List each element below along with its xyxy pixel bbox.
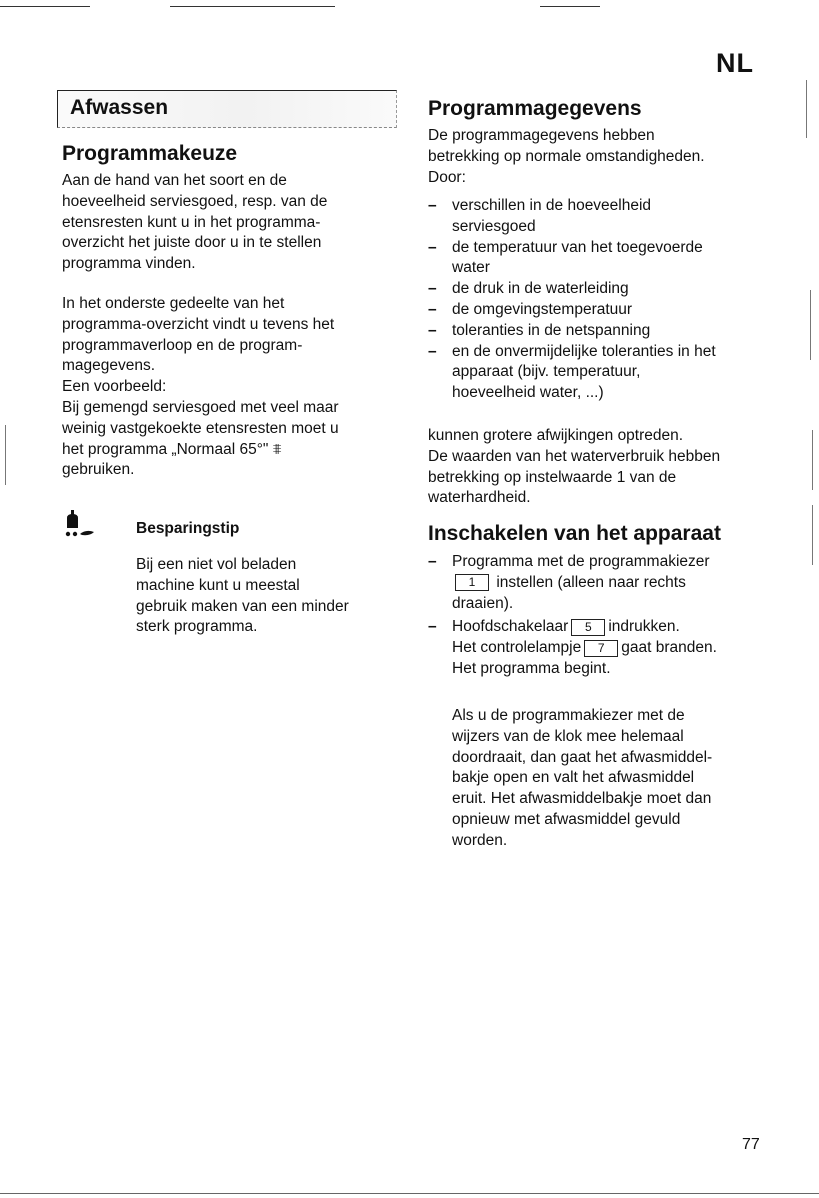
text-line: Programma met de programmakiezer (452, 553, 710, 570)
text-line: doordraait, dan gaat het afwasmiddel- (452, 748, 713, 766)
dash-bullet: – (428, 342, 437, 360)
text-line: betrekking op normale omstandigheden. (428, 147, 705, 165)
text-line: wijzers van de klok mee helemaal (452, 727, 684, 745)
paragraph-intro (428, 126, 773, 188)
text-span: Hoofdschakelaar (452, 618, 569, 636)
factor-list (428, 196, 773, 404)
dash-bullet: – (428, 321, 437, 339)
text-line (452, 617, 773, 638)
text-line: bakje open en valt het afwasmiddel (452, 769, 695, 787)
text-line: programmaverloop en de program- (62, 336, 303, 354)
text-line: Bij een niet vol beladen (136, 556, 297, 573)
text-line: en de onvermijdelijke toleranties in het (452, 342, 716, 360)
list-item (428, 279, 773, 300)
section-header-box (57, 90, 397, 128)
scan-edge-right-1 (806, 80, 807, 138)
text-line: de druk in de waterleiding (452, 280, 629, 298)
tip-text (136, 555, 349, 638)
paragraph-program-choice (62, 171, 392, 275)
tip-title: Besparingstip (136, 520, 240, 537)
text-line: overzicht het juiste door u in te stellen (62, 234, 322, 252)
text-span: Het controlelampje (452, 639, 582, 657)
text-span: indrukken. (608, 618, 680, 636)
text-line: gebruiken. (62, 461, 135, 479)
text-line: waterhardheid. (428, 489, 531, 507)
paragraph-deviations (428, 426, 773, 509)
heading-programmakeuze: Programmakeuze (62, 142, 238, 165)
text-line: De waarden van het waterverbruik hebben (428, 447, 721, 465)
text-line: De programmagegevens hebben (428, 127, 655, 144)
text-line: verschillen in de hoeveelheid (452, 197, 652, 214)
scan-edge-right-3 (812, 430, 813, 490)
paragraph-detergent-note (452, 706, 712, 852)
eco-tip-icon (64, 510, 104, 542)
text-line: kunnen grotere afwijkingen optreden. (428, 427, 684, 444)
section-title: Afwassen (70, 96, 169, 119)
text-line: magegevens. (62, 357, 156, 375)
dash-bullet: – (428, 553, 437, 570)
scan-edge-right-2 (810, 290, 811, 360)
scan-edge-bottom (0, 1193, 819, 1194)
scan-edge-top-right (540, 6, 600, 7)
text-line: Het programma begint. (452, 659, 611, 677)
step-item (428, 552, 773, 614)
text-span: gaat branden. (621, 639, 717, 657)
program-key-1: 1 (455, 574, 489, 591)
text-line: betrekking op instelwaarde 1 van de (428, 468, 677, 486)
list-item (428, 321, 773, 342)
text-line: hoeveelheid water, ...) (452, 384, 604, 402)
dash-bullet: – (428, 300, 437, 318)
text-line: het programma „Normaal 65°" ⩨ (62, 440, 282, 458)
text-line: Aan de hand van het soort en de (62, 172, 287, 189)
text-line (452, 638, 773, 659)
text-line: eruit. Het afwasmiddelbakje moet dan (452, 790, 712, 808)
text-line: Bij gemengd serviesgoed met veel maar (62, 398, 339, 416)
text-line: de temperatuur van het toegevoerde (452, 238, 703, 256)
list-item (428, 196, 773, 238)
dash-bullet: – (428, 618, 437, 636)
text-line: toleranties in de netspanning (452, 321, 651, 339)
text-line: weinig vastgekoekte etensresten moet u (62, 419, 339, 437)
scan-edge-top-left (0, 6, 90, 7)
text-line: etensresten kunt u in het programma- (62, 213, 321, 231)
text-line: programma-overzicht vindt u tevens het (62, 315, 335, 333)
control-lamp-key-7: 7 (584, 640, 618, 657)
scan-edge-left (5, 425, 6, 485)
text-span: instellen (alleen naar rechts (496, 573, 686, 591)
list-item (428, 300, 773, 321)
text-line: sterk programma. (136, 618, 258, 636)
text-line: opnieuw met afwasmiddel gevuld (452, 810, 681, 828)
list-item (428, 342, 773, 404)
language-code: NL (716, 48, 754, 78)
text-line: water (452, 259, 490, 277)
text-line: Een voorbeeld: (62, 378, 167, 396)
dash-bullet: – (428, 280, 437, 298)
main-switch-key-5: 5 (571, 619, 605, 636)
text-line: hoeveelheid serviesgoed, resp. van de (62, 192, 328, 210)
text-line: In het onderste gedeelte van het (62, 295, 285, 312)
heading-inschakelen: Inschakelen van het apparaat (428, 522, 721, 545)
scan-edge-right-4 (812, 505, 813, 565)
text-line: Door: (428, 168, 466, 186)
text-line: draaien). (452, 594, 514, 612)
step-item (428, 617, 773, 679)
text-line (452, 573, 773, 594)
text-line: apparaat (bijv. temperatuur, (452, 363, 641, 381)
text-line: machine kunt u meestal (136, 576, 300, 594)
dash-bullet: – (428, 238, 437, 256)
text-line: worden. (452, 831, 508, 849)
dash-bullet: – (428, 197, 437, 214)
heading-programmagegevens: Programmagegevens (428, 97, 642, 120)
text-line: de omgevingstemperatuur (452, 300, 633, 318)
startup-steps (428, 552, 773, 680)
text-line: gebruik maken van een minder (136, 597, 349, 615)
text-line: programma vinden. (62, 255, 196, 273)
page-number: 77 (742, 1136, 760, 1153)
text-line: serviesgoed (452, 217, 536, 235)
list-item (428, 238, 773, 280)
scan-edge-top-mid (170, 6, 335, 7)
paragraph-overview (62, 294, 392, 481)
text-line: Als u de programmakiezer met de (452, 707, 685, 724)
